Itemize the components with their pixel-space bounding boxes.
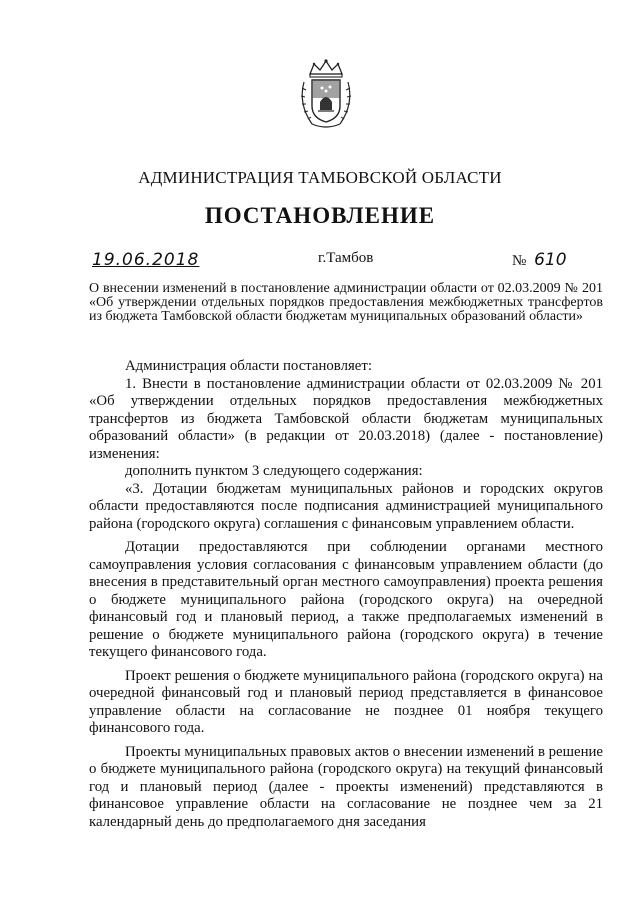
document-city: г.Тамбов	[318, 250, 374, 266]
coat-of-arms-icon	[296, 58, 356, 132]
paragraph-preamble: Администрация области постановляет:	[125, 358, 372, 374]
paragraph-point-3: «3. Дотации бюджетам муниципальных районов и городских округов области предоставляются после подписания администрацией муниципального района (городского округа) соглашения с финансовым управлением области.	[89, 480, 603, 532]
document-type-title: ПОСТАНОВЛЕНИЕ	[204, 203, 436, 228]
document-body	[89, 358, 603, 831]
document-number	[512, 250, 567, 270]
paragraph-item-1: 1. Внести в постановление администрации области от 02.03.2009 № 201 «Об утверждении отдельных порядков предоставления межбюджетных трансфертов из бюджета Тамбовской области бюджетам муниципальных образований области» (в редакции от 20.03.2018) (далее - постановление) изменения:	[89, 375, 603, 462]
document-date: 19.06.2018	[92, 250, 200, 270]
document-subject: О внесении изменений в постановление администрации области от 02.03.2009 № 201 «Об утверждении отдельных порядков предоставления межбюджетных трансфертов из бюджета Тамбовской области бюджетам муниципальных образований области»	[89, 281, 603, 324]
paragraph-subsidy-conditions: Дотации предоставляются при соблюдении органами местного самоуправления условия согласования с финансовым управлением области (до внесения в представительный орган местного самоуправления) проекта решения о бюджете муниципального района (городского округа) на очередной финансовый год и плановый период, а также предполагаемых изменений в решение о бюджете муниципального района (городского округа) в течение текущего финансового года.	[89, 539, 603, 660]
paragraph-amend-intro: дополнить пунктом 3 следующего содержания:	[125, 463, 423, 479]
paragraph-draft-amendments: Проекты муниципальных правовых актов о внесении изменений в решение о бюджете муниципального района (городского округа) на текущий финансовый год и плановый период (далее - проекты изменений) представляются в финансовое управление области на согласование не позднее чем за 21 календарный день до предполагаемого дня заседания	[89, 743, 603, 830]
number-value: 610	[534, 250, 567, 270]
paragraph-draft-decision: Проект решения о бюджете муниципального района (городского округа) на очередной финансовый год и плановый период представляется в финансовое управление области на согласование не позднее 01 ноября текущего финансового года.	[89, 667, 603, 736]
coat-of-arms-emblem	[296, 58, 356, 132]
organization-name: АДМИНИСТРАЦИЯ ТАМБОВСКОЙ ОБЛАСТИ	[138, 168, 502, 187]
number-label: №	[512, 253, 527, 269]
